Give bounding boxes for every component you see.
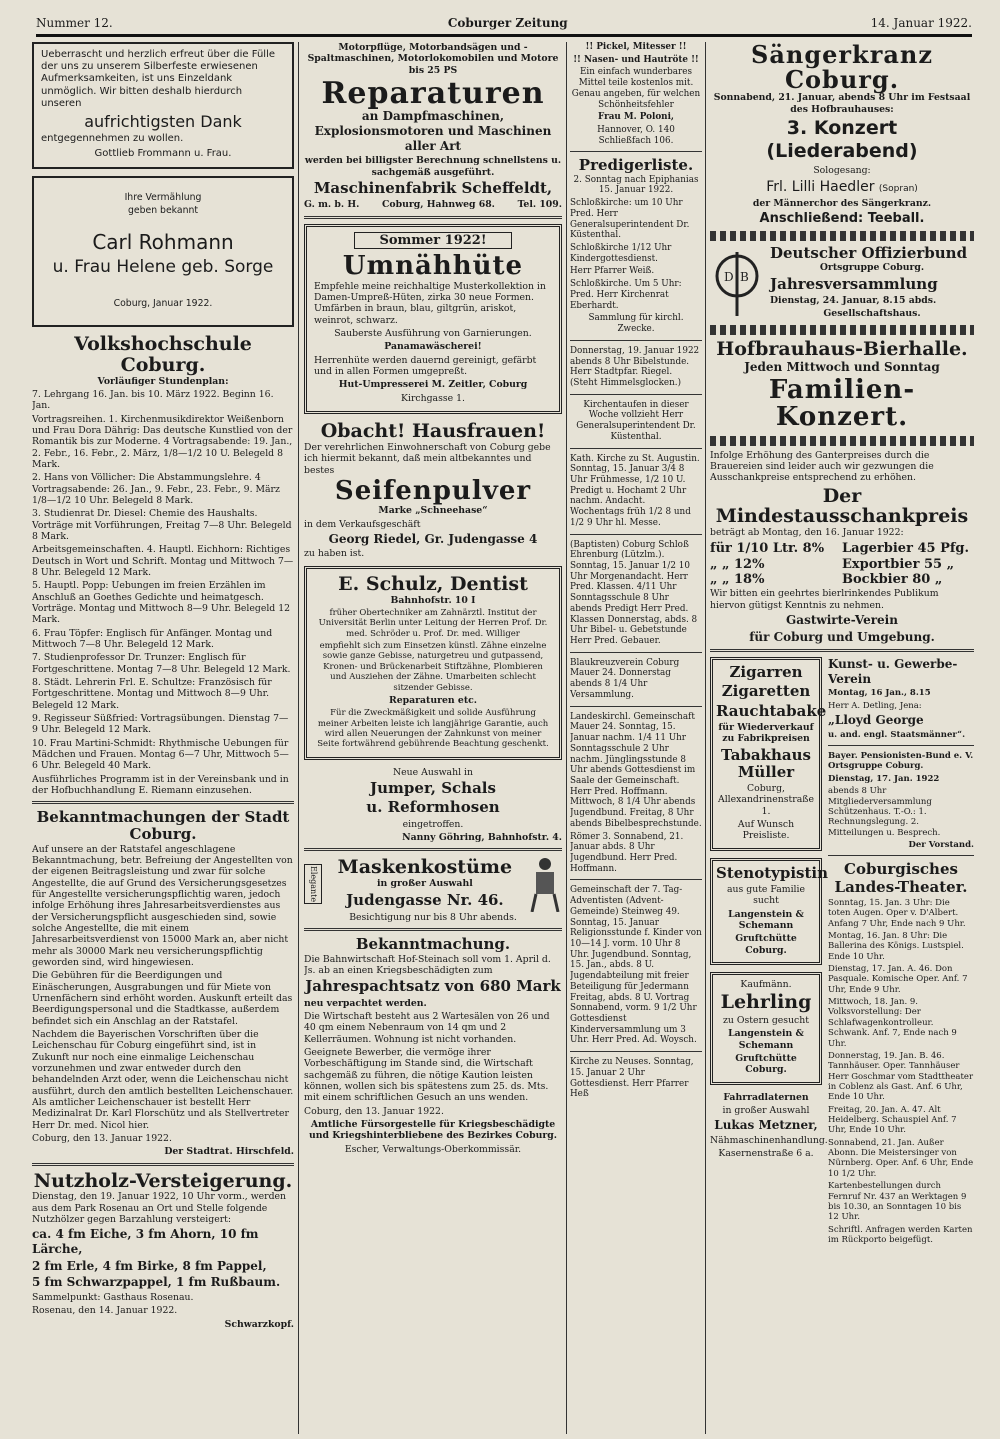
vhs-line: 2. Hans von Völlicher: Die Abstammungslehre. 4 Vortragsabende: 26. Jan., 9. Febr., 23. Febr., 9. März 1/8—1/2 10 Uhr. Belegeld 8 Mark. <box>32 472 280 506</box>
jumper-l3: eingetroffen. <box>402 818 464 830</box>
pred-item: Römer 3. Sonnabend, 21. Januar abds. 8 Uhr Jugendbund. Herr Pred. Hoffmann. <box>570 831 684 874</box>
soap-brand: Marke „Schneehase“ <box>378 505 488 517</box>
lehr-ad <box>710 972 822 1085</box>
pacht-p4: Geeignete Bewerber, die vermöge ihrer Vorbeschäftigung im Stande sind, die Wirtschaft sachgemäß zu führen, die nötige Kaution leisten können, wollen sich bis spätestens zum 25. ds. Mts. mit einem schriftlichen Gesuch an uns wenden. <box>304 1046 549 1104</box>
pacht-big: Jahrespachtsatz von 680 Mark <box>305 977 561 996</box>
divider <box>570 340 702 341</box>
wedding-bride: u. Frau Helene geb. Sorge <box>52 256 274 277</box>
masks-tag: Elegante <box>304 864 322 904</box>
soap-p2: in dem Verkaufsgeschäft <box>304 518 421 530</box>
column-divider <box>298 42 299 1434</box>
lower-left-column <box>710 657 829 1247</box>
theater-item: Sonntag, 15. Jan. 3 Uhr: Die toten Augen. Oper v. D'Albert. Anfang 7 Uhr, Ende nach 9 Uhr. <box>828 897 966 929</box>
fahrrad-firm: Lukas Metzner, <box>714 1118 818 1133</box>
pred-item: Kirche zu Neuses. Sonntag, 15. Januar 2 Uhr Gottesdienst. Herr Pfarrer Heß <box>570 1057 694 1100</box>
dentist-p1: früher Obertechniker am Zahnärztl. Institut der Universität Berlin unter Leitung der Herren Prof. Dr. med. Schröder u. Prof. Dr. med. Williger <box>318 608 548 639</box>
border-ornament <box>710 231 974 241</box>
pickel-p1: Ein einfach wunderbares Mittel teile kostenlos mit. Genau angeben, für welchen Schönheitsfehler <box>571 67 701 110</box>
price-size: „ „ 18% <box>710 572 765 588</box>
thanks-after: entgegennehmen zu wollen. <box>41 133 184 145</box>
rep-firm: Maschinenfabrik Scheffeldt, <box>313 179 553 198</box>
vhs-subtitle: Vorläufiger Stundenplan: <box>97 375 229 387</box>
divider <box>32 1163 294 1166</box>
jumper-l1: Jumper, Schals <box>370 779 496 797</box>
saenger-title: Sängerkranz Coburg. <box>751 42 933 95</box>
bekannt-date: Coburg, den 13. Januar 1922. <box>32 1132 172 1144</box>
soap-firm: Georg Riedel, Gr. Judengasse 4 <box>328 531 538 546</box>
lehr-title: Lehrling <box>720 991 812 1014</box>
thanks-sign: Gottlieb Frommann u. Frau. <box>94 147 232 159</box>
offz-title: Deutscher Offizierbund <box>770 243 968 262</box>
fahrrad-l2: in großer Auswahl <box>722 1105 810 1117</box>
thanks-text: Ueberrascht und herzlich erfreut über die Fülle der uns zu unserem Silberfeste erwiesenen Aufmerksamkeiten, ist uns Einzeldank unmöglich. Wir bitten deshalb hierdurch unseren <box>41 49 276 109</box>
fahrrad-addr: Kasernenstraße 6 a. <box>718 1148 814 1160</box>
thanks-notice <box>32 42 294 169</box>
pickel-title: !! Pickel, Mitesser !! <box>585 42 687 52</box>
wedding-notice <box>32 176 294 327</box>
theater-item: Dienstag, 17. Jan. A. 46. Don Pasquale. Komische Oper. Anf. 7 Uhr, Ende 9 Uhr. <box>828 963 968 995</box>
nutz-l2: 2 fm Erle, 4 fm Birke, 8 fm Pappel, <box>32 1258 267 1273</box>
column-1 <box>32 42 294 1434</box>
divider <box>32 801 294 804</box>
fahrrad-p1: Nähmaschinenhandlung. <box>710 1135 828 1147</box>
price-row <box>710 572 974 588</box>
saenger-solo: Sologesang: <box>813 165 871 177</box>
hofbr-p1: Jeden Mittwoch und Sonntag <box>744 360 940 375</box>
lehr-firm: Langenstein & Schemann <box>728 1028 804 1051</box>
dentist-addr: Bahnhofstr. 10 I <box>390 594 476 606</box>
bier-sign1: Gastwirte-Verein <box>786 612 898 627</box>
offz-date: Dienstag, 24. Januar, 8.15 abds. <box>770 294 937 306</box>
pred-item: Schloßkirche. Um 5 Uhr: Pred. Herr Kirchenrat Eberhardt. <box>570 279 682 311</box>
vhs-line: Ausführliches Programm ist in der Vereinsbank und in der Hofbuchhandlung E. Riemann einzusehen. <box>32 773 289 796</box>
pred-title: Predigerliste. <box>578 156 694 175</box>
pred-item: Herr Pfarrer Weiß. <box>570 266 655 277</box>
rep-top: Motorpflüge, Motorbandsägen und -Spaltmaschinen, Motorlokomobilen und Motore bis 25 PS <box>307 42 559 76</box>
fahrrad-ad <box>710 1091 828 1160</box>
kunst-date2: Dienstag, 17. Jan. 1922 <box>828 773 940 784</box>
pickel-name: Frau M. Poloni, <box>597 112 674 123</box>
pred-item: Schloßkirche: um 10 Uhr Pred. Herr Generalsuperintendent Dr. Küstenthal. <box>570 198 690 241</box>
zig-l3: Rauchtabake <box>716 701 827 720</box>
soap-p1: Der verehrlichen Einwohnerschaft von Coburg gebe ich hiermit bekannt, daß mein altbekanntes und bestes <box>304 441 551 476</box>
officer-emblem-icon <box>710 248 764 318</box>
offz-sub: Ortsgruppe Coburg. <box>819 262 925 274</box>
divider <box>304 216 562 219</box>
theater-item: Donnerstag, 19. Jan. B. 46. Tannhäuser. Oper. Tannhäuser Herr Goschmar vom Stadttheater in Coblenz als Gast. Anf. 6 Uhr, Ende 10 Uhr. <box>828 1050 974 1103</box>
rep-addr2: Coburg, Hahnweg 68. <box>382 199 495 211</box>
vhs-line: 7. Studienprofessor Dr. Trunzer: Englisch für Fortgeschrittene. Montag 7—8 Uhr. Belegeld 12 Mark. <box>32 652 291 675</box>
kunst-p1: Herr A. Detling, Jena: <box>828 700 922 711</box>
vhs-line: 8. Städt. Lehrerin Frl. E. Schultze: Französisch für Fortgeschrittene. Montag und Mittwoch 8—9 Uhr. Belegeld 12 Mark. <box>32 676 272 711</box>
vhs-title: Volkshochschule Coburg. <box>74 332 252 376</box>
wedding-l1: Ihre Vermählung <box>124 191 202 203</box>
pacht-title: Bekanntmachung. <box>355 935 511 954</box>
offz-ad <box>710 245 974 321</box>
pred-item: Schloßkirche 1/12 Uhr Kindergottesdienst. <box>570 243 672 264</box>
hats-p4: Herrenhüte werden dauernd gereinigt, gefärbt und in allen Formen umgepreßt. <box>314 354 537 378</box>
divider <box>828 855 974 856</box>
pred-item: Landeskirchl. Gemeinschaft Mauer 24. Sonntag, 15. Januar nachm. 1/4 11 Uhr Sonntagsschule 2 Uhr nachm. Jünglingsstunde 8 Uhr abends Gottesdienst im Saale der Gemeinschaft. Herr Pred. Hoffmann. Mittwoch, 8 1/4 Uhr abends Jugendbund. Freitag, 8 Uhr abends Bibelbesprechstunde. <box>570 711 702 829</box>
zig-ad <box>710 657 827 851</box>
kunst-big: „Lloyd George <box>828 713 924 728</box>
saenger-p2: der Männerchor des Sängerkranz. <box>752 197 932 209</box>
saenger-role: (Sopran) <box>878 183 918 194</box>
theater-item: Sonnabend, 21. Jan. Außer Abonn. Die Meistersinger von Nürnberg. Oper. Anf. 6 Uhr, Ende 10 1/2 Uhr. <box>828 1137 974 1179</box>
bekannt-p2: Die Gebühren für die Beerdigungen und Einäscherungen, Ausgrabungen und für Miete von Urnenfächern sind erhöht worden. Auskunft erteilt das Beerdigungspersonal und die Stadtkasse, außerdem befindet sich ein Anschlag an der Ratstafel. <box>32 970 293 1027</box>
nutz-meet: Sammelpunkt: Gasthaus Rosenau. <box>32 1291 194 1303</box>
divider <box>570 448 702 449</box>
saenger-name: Frl. Lilli Haedler <box>766 178 875 195</box>
rep-tel: Tel. 109. <box>517 199 562 211</box>
theater-title: Coburgisches Landes-Theater. <box>834 860 968 896</box>
pred-item: Gemeinschaft der 7. Tag-Adventisten (Advent-Gemeinde) Steinweg 49. Sonntag, 15. Januar Religionsstunde f. Kinder von 10—14 J. vorm. 10 Uhr 8 Uhr. Jugendbund. Sonntag, 15. Jan., abds. 8 U. Jugendabteilung mit freier Beteiligung für Jedermann Freitag, abds. 8 U. Vortrag Sonnabend, vorm. 9 1/2 Uhr Gottesdienst Kinderversammlung um 3 Uhr. Herr Pred. Ad. Woysch. <box>570 885 702 1046</box>
vhs-line: Vortragsreihen. 1. Kirchenmusikdirektor Weißenborn und Frau Dora Dährig: Das deutsche Kunstlied von der Romantik bis zur Moderne. 4 Vortragsabende: 19. Jan., 2. Febr., 16. Febr., 2. März, 1/8—1/2 10 U. Belegeld 8 Mark. <box>32 413 293 471</box>
vhs-line: 9. Regisseur Süßfried: Vortragsübungen. Dienstag 7—9 Uhr. Belegeld 12 Mark. <box>32 712 289 736</box>
divider <box>570 151 702 152</box>
soap-big: Seifenpulver <box>334 475 532 506</box>
price-beer: Bockbier 80 „ <box>842 572 943 588</box>
hats-ad <box>304 224 562 414</box>
column-divider <box>566 42 567 1434</box>
masks-note: Besichtigung nur bis 8 Uhr abends. <box>349 912 517 924</box>
nutz-l3: 5 fm Schwarzpappel, 1 fm Rußbaum. <box>32 1275 281 1290</box>
zig-p1: für Wiederverkauf zu Fabrikpreisen <box>718 721 814 745</box>
hats-addr: Kirchgasse 1. <box>401 392 465 404</box>
nutz-l1: ca. 4 fm Eiche, 3 fm Ahorn, 10 fm Lärche, <box>32 1227 259 1257</box>
dentist-p4: Für die Zweckmäßigkeit und solide Ausführung meiner Arbeiten leiste ich langjährige Garantie, auch wird allen Neuerungen der Zahnkunst von meiner Seite fortwährend gebührende Beachtung geschenkt. <box>317 708 549 750</box>
theater-item: Montag, 16. Jan. 8 Uhr: Die Ballerina des Königs. Lustspiel. Ende 10 Uhr. <box>828 930 964 962</box>
vhs-line: Arbeitsgemeinschaften. 4. Hauptl. Eichhorn: Richtiges Deutsch in Wort und Schrift. Montag und Mittwoch 7—8 Uhr. Belegeld 12 Mark. <box>32 544 294 578</box>
hofbr-big: Familien-Konzert. <box>768 374 916 433</box>
pacht-p3: Die Wirtschaft besteht aus 2 Wartesälen von 26 und 40 qm einem Nebenraum von 14 qm und 2 Kellerräumen. Wohnung ist nicht vorhanden. <box>304 1010 550 1045</box>
nutz-date: Rosenau, den 14. Januar 1922. <box>32 1305 178 1317</box>
price-beer: Exportbier 55 „ <box>842 556 955 572</box>
steno-p2: Gruftchütte Coburg. <box>735 933 797 956</box>
divider <box>570 534 702 535</box>
dentist-p3: Reparaturen etc. <box>388 694 478 706</box>
ads-lower <box>710 657 974 1247</box>
divider <box>570 394 702 395</box>
bekannt-p3: Nachdem die Bayerischen Vorschriften über die Leichenschau für Coburg eingeführt sind, ist in Zukunft nur noch eine einmalige Leichenschau vorzunehmen und zwar entweder durch den behandelnden Arzt oder, wenn die Leichenschau nicht ausführt, durch den amtlich bestellten Leichenschauer. Als amtlicher Leichenschauer ist bestellt Herr Medizinalrat Dr. Karl Florschütz und als Stellvertreter Herr Dr. med. Nicol hier. <box>32 1028 294 1131</box>
divider <box>828 745 974 746</box>
zig-l1: Zigarren <box>729 663 803 682</box>
issue-date: 14. Januar 1922. <box>870 16 972 30</box>
zig-firm: Tabakhaus Müller <box>720 745 812 781</box>
hats-p2: Sauberste Ausführung von Garnierungen. <box>334 328 532 340</box>
price-size: „ „ 12% <box>710 556 765 572</box>
vhs-line: 3. Studienrat Dr. Diesel: Chemie des Haushalts. Vorträge mit Vorführungen, Freitag 7—8 Uhr. Belegeld 8 Mark. <box>32 508 292 542</box>
jumper-firm: Nanny Göhring, Bahnhofstr. 4. <box>402 831 562 843</box>
nutz-title: Nutzholz-Versteigerung. <box>33 1169 293 1192</box>
hats-p1: Empfehle meine reichhaltige Musterkollektion in Damen-Umpreß-Hüten, zirka 30 neue Formen. Umfärben in braun, blau, giltgrün, ariskot, weinrot, schwarz. <box>314 280 546 326</box>
divider <box>304 848 562 851</box>
rep-l1: an Dampfmaschinen, Explosionsmotoren und Maschinen aller Art <box>314 109 552 153</box>
jumper-l2: u. Reformhosen <box>366 798 500 817</box>
pacht-date: Coburg, den 13. Januar 1922. <box>304 1105 444 1117</box>
dentist-name: E. Schulz, Dentist <box>338 572 528 595</box>
steno-ad <box>710 858 829 965</box>
masks-addr: Judengasse Nr. 46. <box>346 890 504 909</box>
zig-p2: Auf Wunsch Preisliste. <box>737 819 795 842</box>
saenger-p1: Sonnabend, 21. Januar, abends 8 Uhr im Festsaal des Hofbrauhauses: <box>713 92 971 115</box>
hats-firm: Hut-Umpresserei M. Zeitler, Coburg <box>338 379 528 391</box>
jumper-top: Neue Auswahl in <box>393 766 473 778</box>
dentist-ad <box>304 566 562 760</box>
saenger-p3: Anschließend: Teeball. <box>759 211 925 227</box>
price-size: für 1/10 Ltr. 8% <box>710 540 825 556</box>
saenger-big: 3. Konzert (Liederabend) <box>766 117 918 163</box>
jumper-ad <box>304 767 562 843</box>
column-divider <box>705 42 706 1434</box>
bekannt-p1: Auf unsere an der Ratstafel angeschlagene Bekanntmachung, betr. Befreiung der Angestellten von der eigenen Beitragsleistung und zwar für solche Angestellte, die auf Grund des Versicherungsgesetzes für Angestellte versicherungspflichtig waren, jedoch infolge Erhöhung ihres Jahresarbeitsverdienstes aus der Versicherungspflicht ausgeschieden sind, sowie solche Angestellte, die mit einem Jahresarbeitsverdienst von 15000 Mark an, aber nicht mehr als 30000 Mark neu versicherungspflichtig geworden sind, wird hingewiesen. <box>32 843 293 968</box>
issue-number: Nummer 12. <box>36 16 113 30</box>
svg-text:B: B <box>740 270 749 285</box>
kunst-p3: abends 8 Uhr Mitgliederversammlung Schützenhaus. T.-O.: 1. Rechnungslegung. 2. Mitteilungen u. Besprech. <box>828 786 941 838</box>
fahrrad-l1: Fahrradlaternen <box>723 1091 809 1103</box>
kunst-sub: u. and. engl. Staatsmänner“. <box>828 729 966 740</box>
nutz-p1: Dienstag, den 19. Januar 1922, 10 Uhr vorm., werden aus dem Park Rosenau an Ort und Stelle folgende Nutzhölzer gegen Barzahlung versteigert: <box>32 1191 287 1226</box>
nutz-sign: Schwarzkopf. <box>224 1318 294 1330</box>
theater-item: Mittwoch, 18. Jan. 9. Volksvorstellung: Der Schlafwagenkontrolleur. Schwank. Anf. 7, Ende nach 9 Uhr. <box>828 997 957 1049</box>
svg-text:D: D <box>724 270 734 285</box>
harlequin-icon <box>528 856 562 912</box>
repair-ad <box>304 42 562 211</box>
theater-item: Schriftl. Anfragen werden Karten im Rückporto beigefügt. <box>828 1224 973 1245</box>
divider <box>710 649 974 652</box>
bier-p3: Wir bitten ein geehrtes bierlrinkendes Publikum hiervon gütigst Kenntnis zu nehmen. <box>710 588 939 611</box>
vhs-line: 5. Hauptl. Popp: Uebungen im freien Erzählen im Anschluß an Goethes Gedichte und heimatgesch. Vorträge. Montag und Mittwoch 8—9 Uhr. Belegeld 12 Mark. <box>32 580 291 626</box>
divider <box>570 706 702 707</box>
bekannt-sign: Der Stadtrat. Hirschfeld. <box>164 1146 294 1158</box>
column-2 <box>304 42 562 1434</box>
bier-p2: beträgt ab Montag, den 16. Januar 1922: <box>710 527 904 539</box>
divider <box>570 652 702 653</box>
hats-title: Umnähhüte <box>342 251 524 282</box>
price-row <box>710 541 974 557</box>
bier-sign2: für Coburg und Umgebung. <box>749 629 935 644</box>
vhs-line: 6. Frau Töpfer: Englisch für Anfänger. Montag und Mittwoch 7—8 Uhr. Belegeld 12 Mark. <box>32 627 273 650</box>
zig-addr: Coburg, Allexandrinenstraße 1. <box>718 783 814 817</box>
zig-l2: Zigaretten <box>721 682 811 701</box>
thanks-big: aufrichtigsten Dank <box>84 111 242 131</box>
rep-addr-row <box>304 199 562 210</box>
pred-item: 2. Sonntag nach Epiphanias 15. Januar 1922. <box>573 174 699 196</box>
lehr-p1: zu Ostern gesucht <box>722 1015 809 1027</box>
pred-item: (Baptisten) Coburg Schloß Ehrenburg (Lützlm.). Sonntag, 15. Januar 1/2 10 Uhr Morgenandacht. Herr Pred. Klassen. 4/11 Uhr Sonntagsschule 8 Uhr abends Predigt Herr Pred. Klassen Donnerstag, abds. 8 Uhr Bibel- u. Gebetstunde Herr Pred. Gebauer. <box>570 539 698 647</box>
masthead: Coburger Zeitung <box>447 16 568 30</box>
header-rule <box>36 34 972 37</box>
wedding-place: Coburg, Januar 1922. <box>113 297 213 309</box>
lehr-p2: Gruftchütte Coburg. <box>735 1053 797 1076</box>
rep-l2: werden bei billigster Berechnung schnellstens u. sachgemäß ausgeführt. <box>304 155 562 178</box>
hats-season: Sommer 1922! <box>354 232 512 250</box>
wedding-groom: Carl Rohmann <box>92 230 234 255</box>
pacht-sign2: Escher, Verwaltungs-Oberkommissär. <box>344 1143 522 1155</box>
divider <box>570 879 702 880</box>
vhs-line: 10. Frau Martini-Schmidt: Rhythmische Uebungen für Mädchen und Frauen. Montag 6—7 Uhr, Mittwoch 5—6 Uhr. Belegeld 40 Mark. <box>32 737 289 772</box>
price-row <box>710 557 974 573</box>
dentist-p2: empfiehlt sich zum Einsetzen künstl. Zähne einzelne sowie ganze Gebisse, naturgetreu und gutpassend, Kronen- und Brückenarbeit Stiftzähne, Plombieren und Ausziehen der Zähne. Umarbeiten schlecht sitzender Gebisse. <box>319 641 547 693</box>
pred-item: Donnerstag, 19. Januar 1922 abends 8 Uhr Bibelstunde. Herr Stadtpfar. Riegel. (Steht Himmelsglocken.) <box>570 345 700 388</box>
pacht-sign1: Amtliche Fürsorgestelle für Kriegsbeschädigte und Kriegshinterbliebene des Bezirkes Coburg. <box>308 1118 558 1142</box>
masks-sub: in großer Auswahl <box>376 878 473 890</box>
column-4 <box>710 42 974 1434</box>
soap-title: Obacht! Hausfrauen! <box>320 420 546 443</box>
steno-p1: aus gute Familie sucht <box>727 883 805 907</box>
divider <box>570 1051 702 1052</box>
column-3 <box>570 42 702 1434</box>
bier-title: Der Mindestausschankpreis <box>715 484 969 528</box>
steno-title: Stenotypistin <box>716 863 829 882</box>
lehr-top: Kaufmänn. <box>740 978 792 990</box>
kunst-p2: Bayer. Pensionisten-Bund e. V. Ortsgruppe Coburg. <box>828 751 974 772</box>
steno-firm: Langenstein & Schemann <box>728 908 804 931</box>
pred-item: Sammlung für kirchl. Zwecke. <box>588 313 684 335</box>
page-header <box>36 12 972 36</box>
offz-place: Gesellschaftshaus. <box>823 308 921 320</box>
masks-title: Maskenkostüme <box>337 856 513 879</box>
price-beer: Lagerbier 45 Pfg. <box>842 540 970 556</box>
hats-p3: Panamawäscherei! <box>384 341 482 353</box>
masks-ad <box>304 856 562 923</box>
pred-item: Kirchentaufen in dieser Woche vollzieht Herr Generalsuperintendent Dr. Küstenthal. <box>576 399 696 442</box>
kunst-title: Kunst- u. Gewerbe-Verein <box>828 657 958 686</box>
kunst-date: Montag, 16 Jan., 8.15 <box>828 688 931 699</box>
pickel-addr: Hannover, O. 140 Schließfach 106. <box>597 125 675 146</box>
vhs-line: 7. Lehrgang 16. Jan. bis 10. März 1922. Beginn 16. Jan. <box>32 389 274 412</box>
hofbr-title: Hofbrauhaus-Bierhalle. <box>716 338 968 361</box>
soap-p3: zu haben ist. <box>304 548 365 560</box>
bier-p1: Infolge Erhöhung des Ganterpreises durch die Brauereien sind leider auch wir gezwungen die Ausschankpreise entsprechend zu erhöhen. <box>710 449 934 484</box>
lower-right-column <box>828 657 974 1247</box>
theater-item: Kartenbestellungen durch Fernruf Nr. 437 an Werktagen 9 bis 10.30, an Sonntagen 10 bis 12 Uhr. <box>828 1181 967 1223</box>
wedding-l2: geben bekannt <box>127 205 199 217</box>
border-ornament <box>710 325 974 335</box>
pacht-p2: neu verpachtet werden. <box>304 997 427 1009</box>
kunst-sign: Der Vorstand. <box>908 839 974 850</box>
rep-addr1: G. m. b. H. <box>304 199 360 211</box>
pacht-p1: Die Bahnwirtschaft Hof-Steinach soll vom 1. April d. Js. ab an einen Kriegsbeschädigten zum <box>304 953 551 977</box>
pred-item: Blaukreuzverein Coburg Mauer 24. Donnerstag abends 8 1/4 Uhr Versammlung. <box>570 657 680 700</box>
divider <box>304 928 562 931</box>
theater-item: Freitag, 20. Jan. A. 47. Alt Heidelberg. Schauspiel Anf. 7 Uhr, Ende 10 Uhr. <box>828 1104 957 1136</box>
offz-big: Jahresversammlung <box>770 274 938 293</box>
pickel-sub: !! Nasen- und Hautröte !! <box>573 54 699 65</box>
rep-title: Reparaturen <box>321 75 545 111</box>
bekannt-title: Bekanntmachungen der Stadt Coburg. <box>36 808 290 844</box>
pred-item: Kath. Kirche zu St. Augustin. Sonntag, 15. Januar 3/4 8 Uhr Frühmesse, 1/2 10 U. Predigt u. Hochamt 2 Uhr nachm. Andacht. Wochentags früh 1/2 8 und 1/2 9 Uhr hl. Messe. <box>570 453 700 528</box>
border-ornament <box>710 436 974 446</box>
